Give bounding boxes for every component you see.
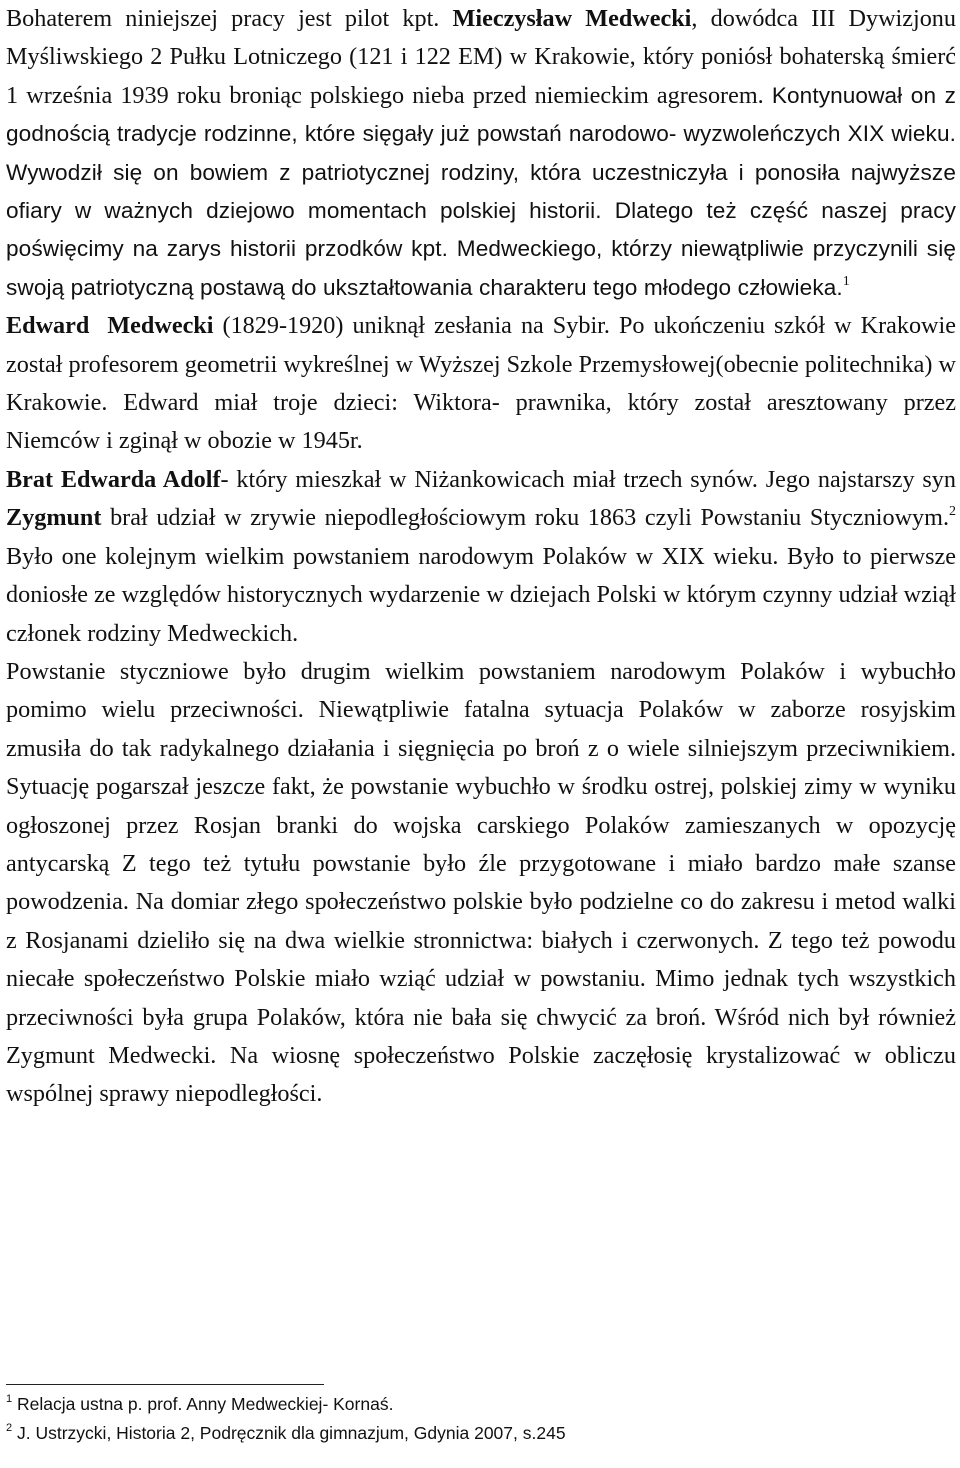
footnote-separator <box>6 1384 324 1385</box>
footnote-number: 2 <box>6 1422 13 1434</box>
footnotes <box>6 1390 956 1448</box>
paragraph-edward <box>6 307 956 461</box>
footnote-number: 1 <box>6 1393 13 1405</box>
zygmunt-text: brał udział w zrywie niepodległościowym roku 1863 czyli Powstaniu Styczniowym. <box>101 504 949 532</box>
footnote-2 <box>6 1419 956 1448</box>
edward-last-name: Medwecki <box>107 312 214 340</box>
paragraph-intro <box>6 0 956 307</box>
zygmunt-text-continued: Było one kolejnym wielkim powstaniem narodowym Polaków w XIX wieku. Było to pierwsze doniosłe ze względów historycznych wydarzenie w dziejach Polski w którym czynny udział wziął członek rodziny Medweckich. <box>6 542 956 647</box>
intro-sentence: Bohaterem niniejszej pracy jest pilot kpt. <box>6 5 453 32</box>
footnote-text: Relacja ustna p. prof. Anny Medweckiej- Kornaś. <box>17 1394 394 1414</box>
paragraph-adolf <box>6 461 956 653</box>
footnote-ref-2[interactable]: 2 <box>949 504 956 520</box>
intro-continuation: Kontynuował on z godnością tradycje rodzinne, które sięgały już powstań narodowo- wyzwoleńczych XIX wieku. Wywodził się on bowiem z patriotycznej rodziny, która uczestniczyła i ponosiła najwyższe ofiary w ważnych dziejowo momentach polskiej historii. Dlatego też część naszej pracy poświęcimy na zarys historii przodków kpt. Medweckiego, którzy niewątpliwie przyczynili się swoją patriotyczną postawą do ukształtowania charakteru tego młodego człowieka. <box>6 82 956 300</box>
footnote-1 <box>6 1390 956 1419</box>
hero-name: Mieczysław Medwecki <box>452 5 692 32</box>
adolf-name: Brat Edwarda Adolf <box>6 465 221 493</box>
adolf-text: - który mieszkał w Niżankowicach miał trzech synów. Jego najstarszy syn <box>220 465 956 493</box>
edward-text: (1829-1920) uniknął zesłania na Sybir. Po ukończeniu szkół w Krakowie został profesorem geometrii wykreślnej w Wyższej Szkole Przemysłowej(obecnie politechnika) w Krakowie. Edward miał troje dzieci: Wiktora- prawnika, który został aresztowany przez Niemców i zginął w obozie w 1945r. <box>6 312 956 455</box>
zygmunt-name: Zygmunt <box>6 504 102 532</box>
document-body <box>6 0 956 1114</box>
paragraph-uprising: Powstanie styczniowe było drugim wielkim powstaniem narodowym Polaków i wybuchło pomimo wielu przeciwności. Niewątpliwie fatalna sytuacja Polaków w zaborze rosyjskim zmusiła do tak radykalnego działania i sięgnięcia po broń z o wiele silniejszym przeciwnikiem. Sytuację pogarszał jeszcze fakt, że powstanie wybuchło w środku ostrej, polskiej zimy w wyniku ogłoszonej przez Rosjan branki do wojska carskiego Polaków zamieszanych w opozycję antycarską Z tego też tytułu powstanie było źle przygotowane i miało bardzo małe szanse powodzenia. Na domiar złego społeczeństwo polskie było podzielne co do zakresu i metod walki z Rosjanami dzieliło się na dwa wielkie stronnictwa: białych i czerwonych. Z tego też powodu niecałe społeczeństwo Polskie miało wziąć udział w powstaniu. Mimo jednak tych wszystkich przeciwności była grupa Polaków, która nie bała się chwycić za broń. Wśród nich był również Zygmunt Medwecki. Na wiosnę społeczeństwo Polskie zaczęłosię krystalizować w obliczu wspólnej sprawy niepodległości. <box>6 657 956 1108</box>
footnote-text: J. Ustrzycki, Historia 2, Podręcznik dla gimnazjum, Gdynia 2007, s.245 <box>17 1423 566 1443</box>
edward-first-name: Edward <box>6 312 90 340</box>
intro-sentence-rest: , dowódca III Dywizjonu Myśliwskiego 2 Pułku Lotniczego (121 i 122 EM) w Krakowie, który poniósł bohaterską śmierć 1 września 1939 roku broniąc polskiego nieba przed niemieckim agresorem. <box>6 5 956 109</box>
footnote-ref-1[interactable]: 1 <box>842 273 850 289</box>
